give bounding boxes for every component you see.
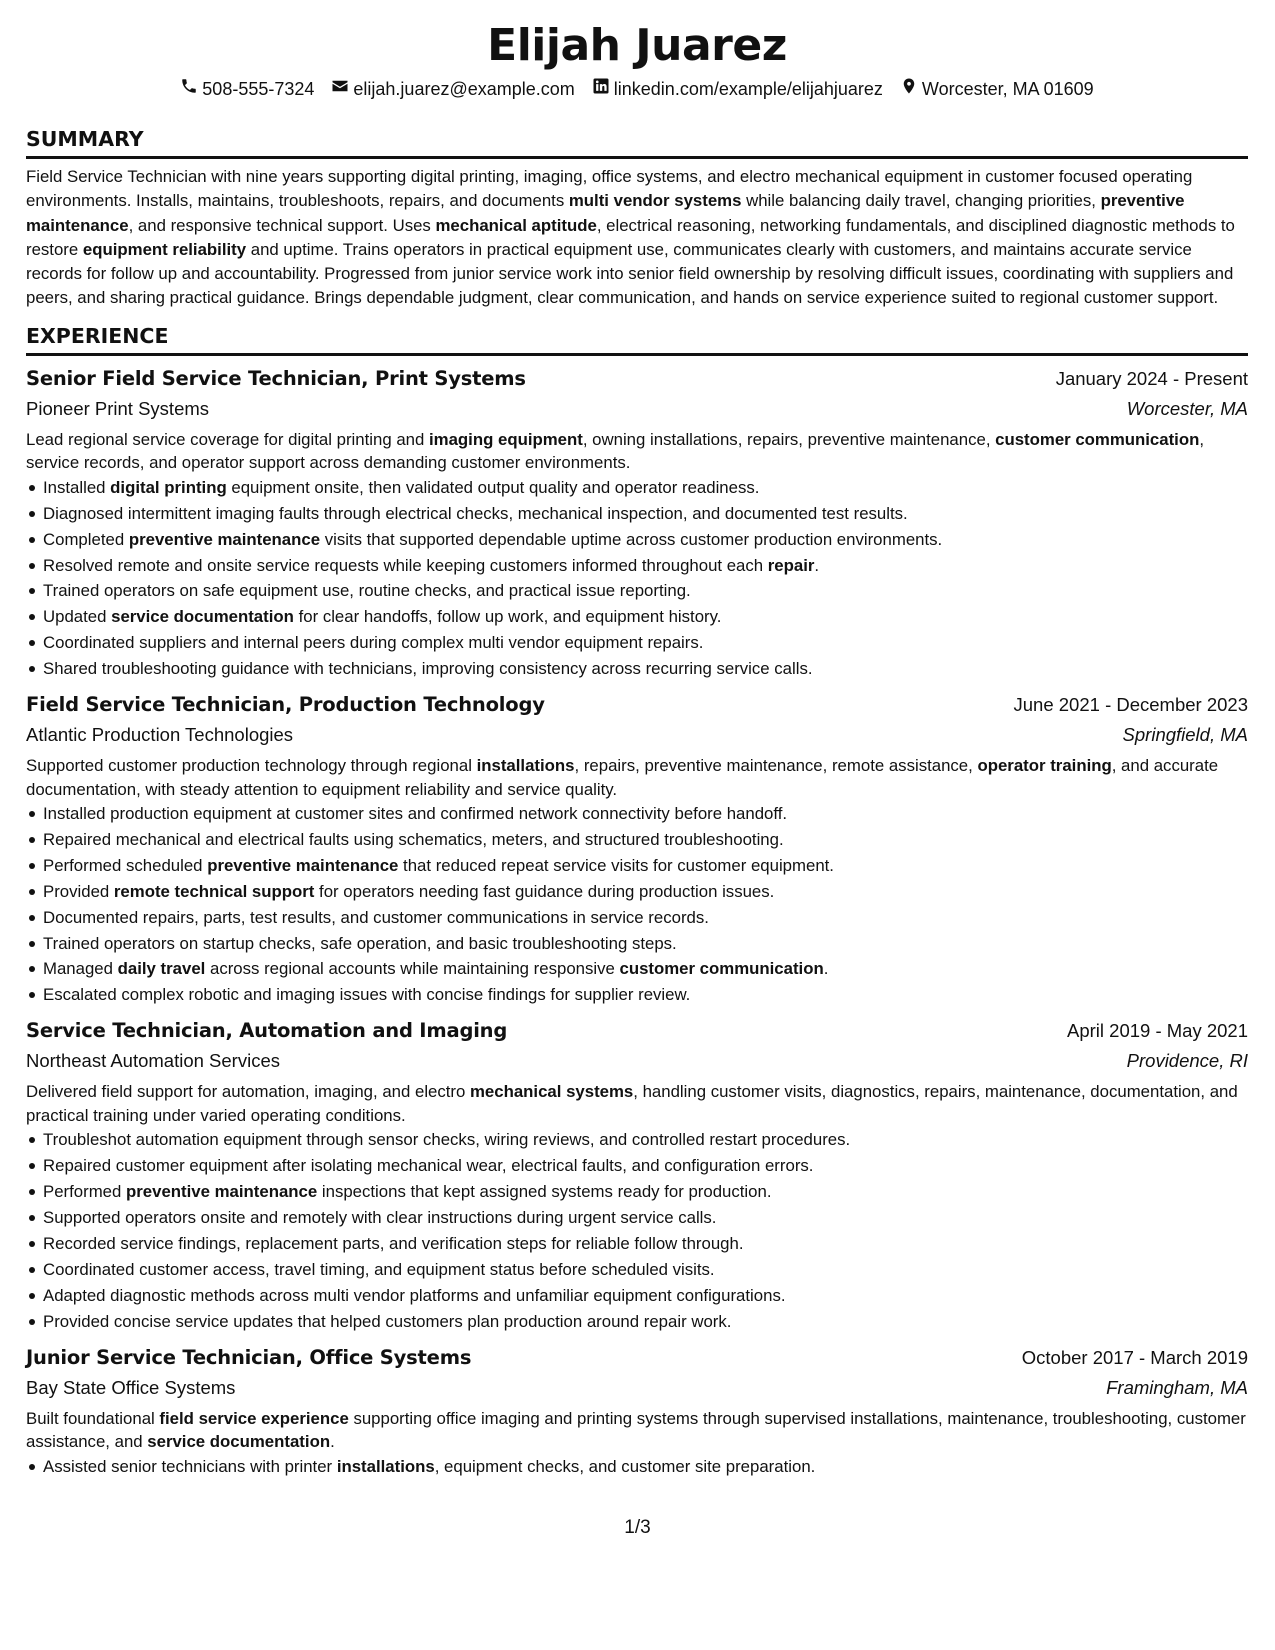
job-description: Lead regional service coverage for digital printing and imaging equipment, owning installations, repairs, preventive maintenance, customer communication, service records, and operator support across demanding customer environments. [26,429,1205,473]
bullet-item [26,1231,1248,1257]
bold-keyword: customer communication [619,959,824,979]
job-header [26,1016,1248,1046]
bullet-dot-icon [29,588,35,594]
bullet-text: Escalated complex robotic and imaging issues with concise findings for supplier review. [43,985,691,1005]
bullet-item [26,604,1248,630]
bold-keyword: mechanical systems [470,1082,634,1102]
job-subheader [26,1046,1248,1076]
bold-keyword: customer communication [995,429,1200,449]
email-address[interactable]: elijah.juarez@example.com [353,79,575,99]
bullet-dot-icon [29,863,35,869]
bullet-dot-icon [29,1267,35,1273]
bullet-text: Performed preventive maintenance inspections that kept assigned systems ready for production. [43,1182,772,1202]
job-entry [26,1016,1248,1334]
job-description: Built foundational field service experience supporting office imaging and printing systems through supervised installations, maintenance, troubleshooting, customer assistance, and service documentation. [26,1408,1246,1452]
bullet-item [26,827,1248,853]
experience-heading: EXPERIENCE [26,323,1248,356]
job-dates: April 2019 - May 2021 [1067,1020,1248,1042]
bullet-text: Trained operators on safe equipment use, routine checks, and practical issue reporting. [43,581,691,601]
bullet-dot-icon [29,1163,35,1169]
bullet-dot-icon [29,537,35,543]
bold-keyword: installations [336,1456,435,1476]
job-title: Field Service Technician, Production Technology [26,693,545,717]
bullet-text: Coordinated suppliers and internal peers during complex multi vendor equipment repairs. [43,633,704,653]
bullet-dot-icon [29,992,35,998]
linkedin-url[interactable]: linkedin.com/example/elijahjuarez [613,79,883,99]
bullet-dot-icon [29,485,35,491]
contact-bar [26,76,1248,102]
bullet-dot-icon [29,1241,35,1247]
job-location: Providence, RI [1126,1050,1248,1072]
bullet-item [26,931,1248,957]
bold-keyword: service documentation [147,1432,331,1452]
bullet-text: Managed daily travel across regional accounts while maintaining responsive customer communication. [43,959,829,979]
bold-keyword: equipment reliability [82,239,247,259]
bullet-text: Performed scheduled preventive maintenance that reduced repeat service visits for customer equipment. [43,855,834,875]
job-header [26,1343,1248,1373]
bullet-dot-icon [29,966,35,972]
job-dates: October 2017 - March 2019 [1021,1346,1248,1368]
bullet-text: Resolved remote and onsite service requests while keeping customers informed throughout each repair. [43,555,820,575]
bullet-item [26,982,1248,1008]
experience-list [26,364,1248,1480]
bullet-item [26,578,1248,604]
bullet-text: Assisted senior technicians with printer installations, equipment checks, and customer site preparation. [43,1456,816,1476]
bold-keyword: multi vendor systems [568,191,742,211]
bold-keyword: installations [476,756,575,776]
bullet-text: Trained operators on startup checks, safe operation, and basic troubleshooting steps. [43,933,677,953]
job-title: Senior Field Service Technician, Print Systems [26,366,526,390]
bullet-item [26,879,1248,905]
job-header [26,364,1248,394]
bold-keyword: operator training [977,756,1112,776]
bullet-text: Shared troubleshooting guidance with technicians, improving consistency across recurring service calls. [43,659,813,679]
bullet-dot-icon [29,1319,35,1325]
phone-icon [180,76,198,102]
bullet-dot-icon [29,1293,35,1299]
company-name: Pioneer Print Systems [26,397,210,419]
bold-keyword: repair [767,555,815,575]
job-subheader [26,1373,1248,1403]
bullet-text: Provided remote technical support for operators needing fast guidance during production issues. [43,881,775,901]
page-number: 1/3 [624,1517,651,1538]
bullet-dot-icon [29,563,35,569]
bullet-item [26,956,1248,982]
company-name: Northeast Automation Services [26,1050,280,1072]
job-location: Framingham, MA [1106,1376,1248,1398]
job-subheader [26,720,1248,750]
bullet-dot-icon [29,837,35,843]
bold-keyword: mechanical aptitude [435,215,597,235]
bullet-item [26,1153,1248,1179]
bullet-item [26,1309,1248,1335]
bullet-item [26,1283,1248,1309]
job-description: Delivered field support for automation, imaging, and electro mechanical systems, handling customer visits, diagnostics, repairs, maintenance, documentation, and practical training under varied operating conditions. [26,1082,1238,1125]
bullet-dot-icon [29,889,35,895]
bullet-text: Adapted diagnostic methods across multi vendor platforms and unfamiliar equipment configurations. [43,1285,786,1305]
bold-keyword: digital printing [110,477,227,497]
bullet-item [26,475,1248,501]
linkedin-icon [592,76,610,102]
contact-location [900,76,1094,102]
job-bullets [26,475,1248,682]
bold-keyword: preventive maintenance [128,529,321,549]
company-name: Bay State Office Systems [26,1376,236,1398]
bullet-text: Recorded service findings, replacement parts, and verification steps for reliable follow through. [43,1233,744,1253]
bullet-dot-icon [29,640,35,646]
job-title: Service Technician, Automation and Imaging [26,1019,508,1043]
bullet-text: Completed preventive maintenance visits that supported dependable uptime across customer production environments. [43,529,943,549]
bullet-dot-icon [29,1137,35,1143]
job-entry [26,364,1248,682]
bullet-dot-icon [29,1189,35,1195]
job-bullets [26,1127,1248,1334]
bullet-text: Repaired customer equipment after isolating mechanical wear, electrical faults, and configuration errors. [43,1156,814,1176]
bullet-item [26,1205,1248,1231]
bullet-item [26,1454,1248,1480]
job-description: Supported customer production technology through regional installations, repairs, preventive maintenance, remote assistance, operator training, and accurate documentation, with steady attention to equipment reliability and service quality. [26,756,1219,799]
bullet-dot-icon [29,915,35,921]
bullet-item [26,1179,1248,1205]
bullet-item [26,905,1248,931]
phone-number[interactable]: 508-555-7324 [202,79,315,99]
bullet-item [26,656,1248,682]
bullet-dot-icon [29,511,35,517]
bullet-item [26,1127,1248,1153]
bullet-text: Documented repairs, parts, test results, and customer communications in service records. [43,907,709,927]
bullet-text: Repaired mechanical and electrical faults using schematics, meters, and structured troubleshooting. [43,829,784,849]
bullet-text: Updated service documentation for clear handoffs, follow up work, and equipment history. [43,607,722,627]
bullet-item [26,501,1248,527]
bullet-dot-icon [29,666,35,672]
contact-phone [180,76,314,102]
bullet-item [26,630,1248,656]
bold-keyword: daily travel [117,959,206,979]
job-bullets [26,801,1248,1008]
bullet-dot-icon [29,1464,35,1470]
bold-keyword: preventive maintenance [26,191,1185,235]
bullet-item [26,553,1248,579]
bullet-item [26,801,1248,827]
bullet-text: Supported operators onsite and remotely with clear instructions during urgent service calls. [43,1208,717,1227]
resume-page [26,20,1248,1479]
bold-keyword: preventive maintenance [207,855,399,875]
bold-keyword: preventive maintenance [126,1182,318,1202]
bullet-text: Coordinated customer access, travel timing, and equipment status before scheduled visits. [43,1259,715,1279]
bullet-text: Installed production equipment at customer sites and confirmed network connectivity before handoff. [43,804,788,824]
contact-email [331,76,574,102]
job-subheader [26,394,1248,424]
envelope-icon [331,76,349,102]
job-dates: June 2021 - December 2023 [1013,694,1248,716]
bullet-item [26,1257,1248,1283]
bold-keyword: remote technical support [113,881,315,901]
bullet-text: Installed digital printing equipment onsite, then validated output quality and operator readiness. [43,477,760,497]
bullet-item [26,853,1248,879]
company-name: Atlantic Production Technologies [26,724,294,746]
contact-linkedin [592,76,883,102]
bold-keyword: service documentation [111,607,294,627]
job-title: Junior Service Technician, Office Systems [26,1345,472,1369]
bullet-dot-icon [29,811,35,817]
job-location: Worcester, MA [1126,397,1248,419]
bullet-dot-icon [29,614,35,620]
map-pin-icon [900,76,918,102]
bullet-text: Provided concise service updates that helped customers plan production around repair work. [43,1311,732,1331]
bullet-dot-icon [29,1215,35,1221]
job-location: Springfield, MA [1122,724,1248,746]
summary-text: Field Service Technician with nine years supporting digital printing, imaging, office systems, and electro mechanical equipment in customer focused operating environments. Installs, maintains, troubleshoots, repairs, and documents multi vendor systems while balancing daily travel, changing priorities, preventive maintenance, and responsive technical support. Uses mechanical aptitude, electrical reasoning, networking fundamentals, and disciplined diagnostic methods to restore equipment reliability and uptime. Trains operators in practical equipment use, communicates clearly with customers, and maintains accurate service records for follow up and accountability. Progressed from junior service work into senior field ownership by resolving difficult issues, coordinating with suppliers and peers, and sharing practical guidance. Brings dependable judgment, clear communication, and hands on service experience suited to regional customer support. [26,167,1235,308]
summary-heading: SUMMARY [26,126,1248,159]
job-dates: January 2024 - Present [1055,367,1248,389]
job-entry [26,690,1248,1008]
job-bullets [26,1454,1248,1480]
candidate-name: Elijah Juarez [487,20,787,71]
bullet-item [26,527,1248,553]
bullet-text: Diagnosed intermittent imaging faults through electrical checks, mechanical inspection, and documented test results. [43,503,908,523]
bullet-dot-icon [29,941,35,947]
job-entry [26,1343,1248,1480]
home-location: Worcester, MA 01609 [921,79,1094,99]
job-header [26,690,1248,720]
bold-keyword: field service experience [159,1408,349,1428]
bold-keyword: imaging equipment [429,429,583,449]
bullet-text: Troubleshot automation equipment through sensor checks, wiring reviews, and controlled restart procedures. [43,1130,851,1150]
